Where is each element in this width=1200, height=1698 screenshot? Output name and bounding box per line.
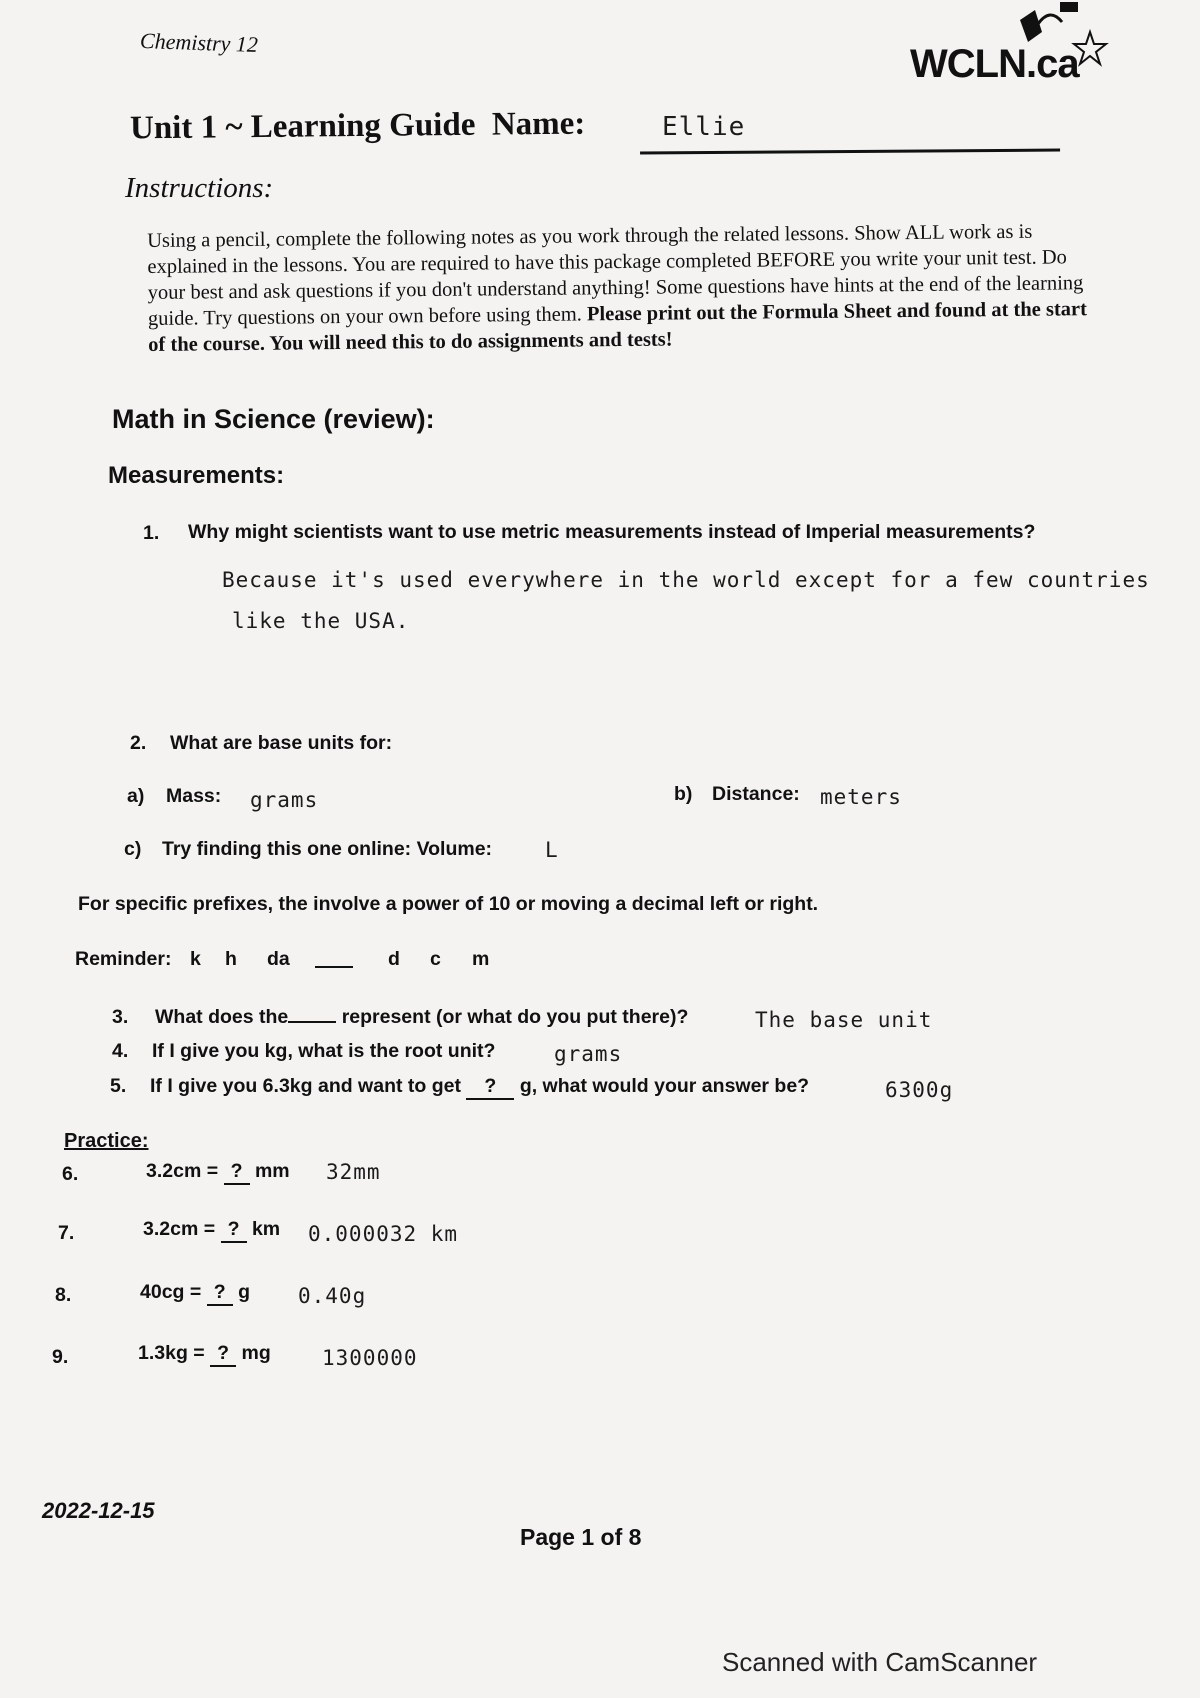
practice-8-unit: g [238,1281,251,1303]
reminder-prefix-k: k [190,948,201,970]
q3-blank [288,1021,336,1023]
q5-blank: ? [466,1075,514,1100]
q3-number: 3. [112,1006,129,1028]
page-title [130,106,586,148]
practice-6-question [146,1160,290,1185]
q2c-text: Try finding this one online: Volume: [162,838,493,860]
practice-7-blank: ? [221,1218,247,1243]
section-heading: Math in Science (review): [112,404,435,434]
practice-7-answer: 0.000032 km [308,1222,459,1246]
reminder-prefix-m: m [472,948,490,970]
practice-9-blank: ? [210,1342,236,1367]
q3-answer: The base unit [755,1008,933,1032]
q4-number: 4. [112,1040,129,1062]
practice-8-blank: ? [207,1281,233,1306]
practice-6-number: 6. [62,1163,79,1185]
q2b-text: Distance: [712,783,800,805]
q5-text [150,1075,809,1100]
q3-text-before: What does the [155,1006,289,1028]
practice-7-unit: km [251,1218,281,1240]
wcln-logo: WCLN.ca [910,42,1079,86]
practice-9-number: 9. [52,1346,69,1368]
scanner-watermark: Scanned with CamScanner [722,1647,1038,1677]
q2a-answer: grams [250,788,319,812]
instructions-bold: Please print out the Formula Sheet and found at the start of the course. You will need this to do assignments and tests! [148,298,1088,356]
practice-7-number: 7. [58,1222,75,1244]
footer-date: 2022-12-15 [42,1498,155,1523]
q4-text: If I give you kg, what is the root unit? [152,1040,496,1062]
q2a-label: a) [127,785,145,807]
q4-answer: grams [554,1042,623,1066]
reminder-blank [315,966,353,968]
q2c-answer: L [545,838,559,862]
practice-6-unit: mm [254,1160,290,1182]
q5-text-after: g, what would your answer be? [519,1075,810,1097]
q1-number: 1. [143,522,160,544]
reminder-prefix-h: h [225,948,237,970]
practice-9-unit: mg [241,1342,271,1364]
reminder-prefix-c: c [430,948,441,970]
title-text: Unit 1 ~ Learning Guide [129,106,476,147]
q2-number: 2. [130,732,147,754]
practice-9-answer: 1300000 [322,1346,418,1370]
reminder-prefix-da: da [267,948,290,970]
q5-number: 5. [110,1075,127,1097]
practice-heading: Practice: [64,1130,149,1152]
q1-answer-line1: Because it's used everywhere in the world except for a few countries [222,568,1150,592]
q3-text-after: represent (or what do you put there)? [341,1006,689,1028]
instructions-body: Using a pencil, complete the following notes as you work through the related lessons. Show ALL work as is explained in the lessons. You are required to have this package completed BEFORE you write your unit test. Do your best and ask questions if you don't understand anything! Some questions have hints at the end of the learning guide. Try questions on your own before using them. [147,220,1084,330]
q3-text [155,1006,688,1029]
name-label: Name: [491,105,586,143]
practice-7-question [143,1218,280,1243]
course-title: Chemistry 12 [139,27,259,58]
instructions-text [147,218,1088,358]
prefix-note: For specific prefixes, the involve a power of 10 or moving a decimal left or right. [78,893,819,915]
practice-8-question [140,1281,250,1306]
reminder-label: Reminder: [75,948,172,970]
practice-6-left: 3.2cm = [146,1160,219,1182]
q5-text-before: If I give you 6.3kg and want to get [150,1075,461,1097]
q1-text: Why might scientists want to use metric measurements instead of Imperial measurements? [188,521,1036,543]
q2b-label: b) [674,783,693,805]
practice-9-question [138,1342,271,1367]
practice-8-number: 8. [55,1284,72,1306]
q2-text: What are base units for: [170,732,393,754]
practice-6-blank: ? [224,1160,250,1185]
instructions-heading: Instructions: [125,172,274,204]
page-number: Page 1 of 8 [520,1524,642,1550]
subsection-heading: Measurements: [108,462,285,489]
q5-answer: 6300g [885,1078,954,1102]
practice-9-left: 1.3kg = [138,1342,205,1364]
practice-7-left: 3.2cm = [143,1218,216,1240]
name-value: Ellie [662,112,746,142]
q2b-answer: meters [820,785,902,809]
q2a-text: Mass: [166,785,222,807]
practice-8-left: 40cg = [140,1281,202,1303]
q2c-label: c) [124,838,142,860]
q1-answer-line2: like the USA. [232,609,410,633]
reminder-prefix-d: d [388,948,400,970]
practice-8-answer: 0.40g [298,1284,367,1308]
practice-6-answer: 32mm [326,1160,381,1184]
